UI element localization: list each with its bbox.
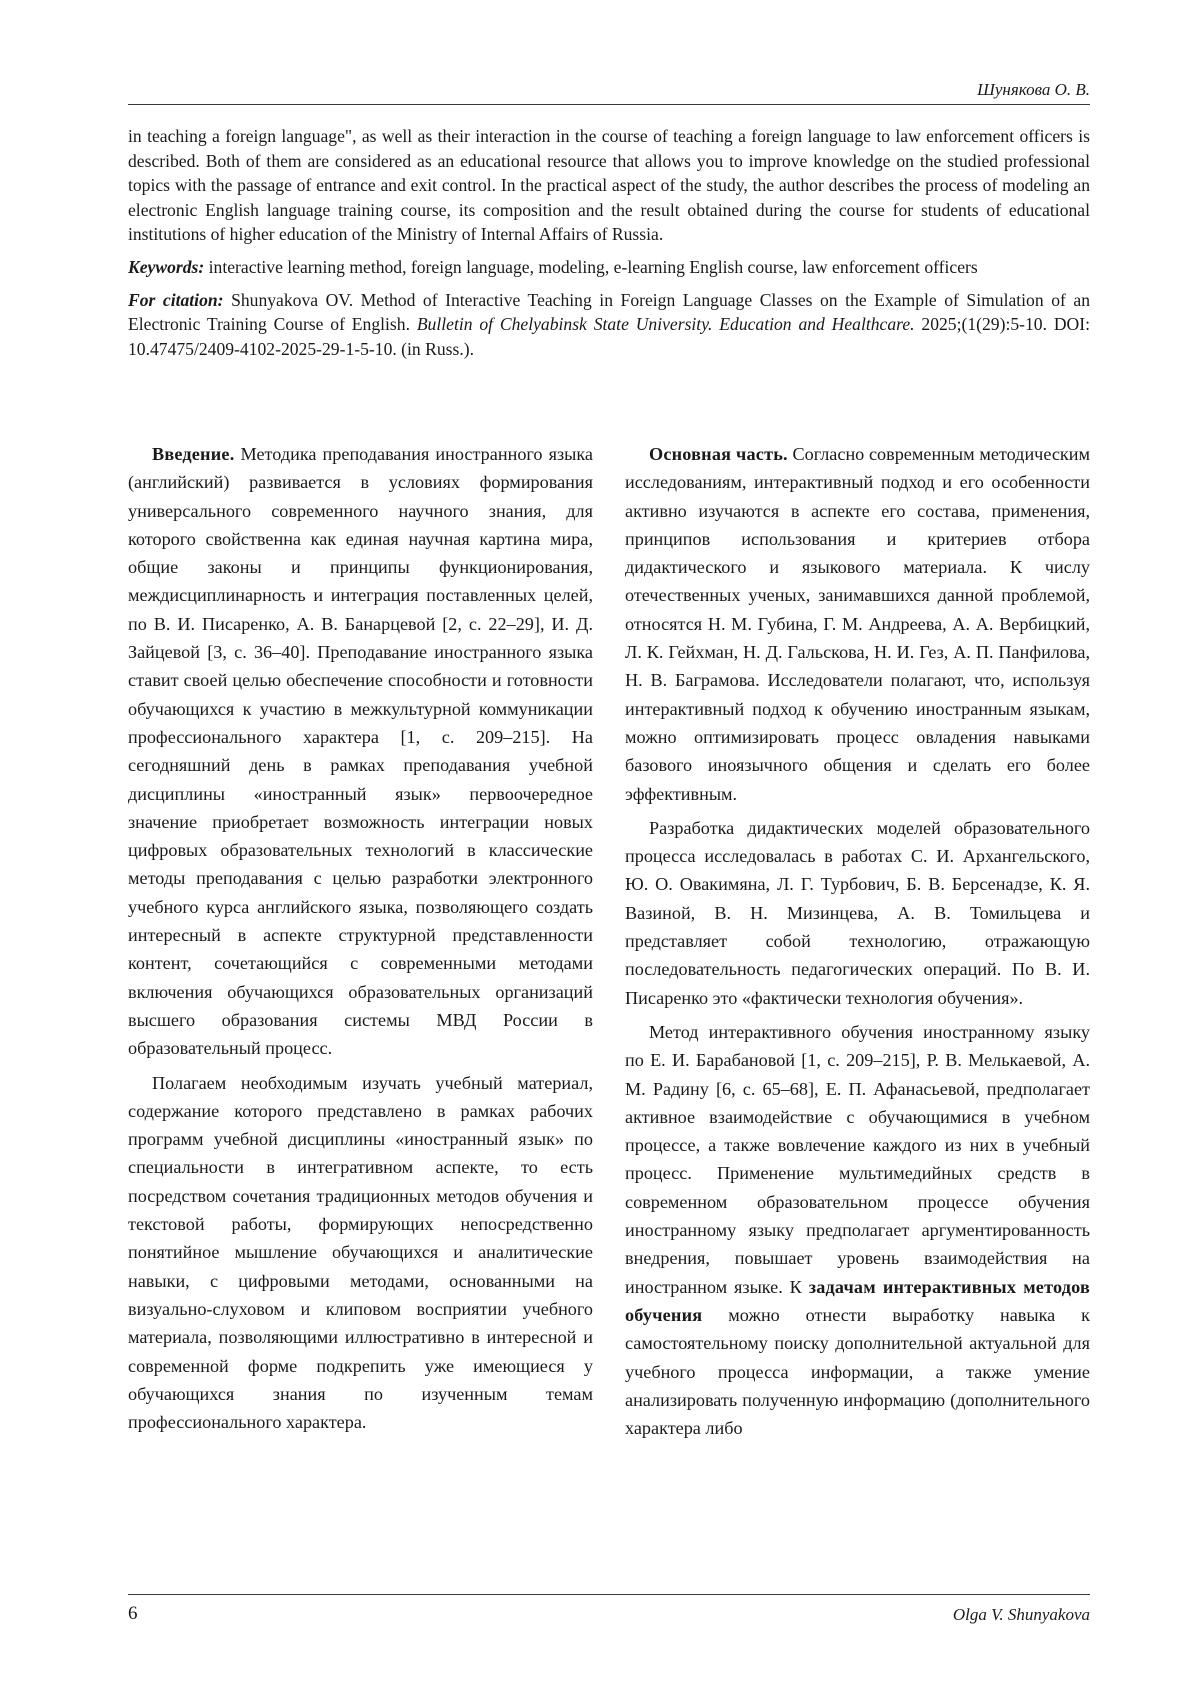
left-column: [128, 440, 593, 1588]
abstract-text: in teaching a foreign language", as well as their interaction in the course of teaching a foreign language to law enforcement officers is described. Both of them are considered as an educational resource that allows you to improve knowledge on the studied professional topics with the passage of entrance and exit control. In the practical aspect of the study, the author describes the process of modeling an electronic English language training course, its composition and the result obtained during the course for students of educational institutions of higher education of the Ministry of Internal Affairs of Russia.: [128, 126, 1090, 245]
main-part-text: Согласно современным методическим исследованиям, интерактивный подход и его особенности активно изучаются в аспекте его состава, применения, принципов использования и критериев отбора дидактического и языкового материала. К числу отечественных ученых, занимавшихся данной проблемой, относятся Н. М. Губина, Г. М. Андреева, А. А. Вербицкий, Л. К. Гейхман, Н. Д. Гальскова, Н. И. Гез, А. П. Панфилова, Н. В. Баграмова. Исследователи полагают, что, используя интерактивный подход к обучению иностранным языкам, можно оптимизировать процесс овладения навыками базового иноязычного общения и сделать его более эффективным.: [625, 444, 1090, 804]
introduction-text: Методика преподавания иностранного языка (английский) развивается в условиях формирования универсального современного научного знания, для которого свойственна как единая научная картина мира, общие законы и принципы функционирования, междисциплинарность и интеграция поставленных целей, по В. И. Писаренко, А. В. Банарцевой [2, с. 22–29], И. Д. Зайцевой [3, с. 36–40]. Преподавание иностранного языка ставит своей целью обеспечение способности и готовности обучающихся к участию в межкультурной коммуникации профессионального характера [1, с. 209–215]. На сегодняшний день в рамках преподавания учебной дисциплины «иностранный язык» первоочередное значение приобретает возможность интеграции новых цифровых образовательных технологий в классические методы преподавания с целью разработки электронного учебного курса английского языка, позволяющего создать интересный в аспекте структурной представленности контент, сочетающийся с современными методами включения обучающихся образовательных организаций высшего образования системы МВД России в образовательный процесс.: [128, 444, 594, 1059]
main-part-paragraph: [625, 440, 1090, 808]
page-number: 6: [128, 1603, 138, 1624]
right-paragraph-3-lead: Метод интерактивного обучения иностранному языку по Е. И. Барабановой [1, с. 209–215], Р. В. Мелькаевой, А. М. Радину [6, с. 65–68], Е. П. Афанасьевой, предполагает активное взаимодействие с обучающимися в учебном процессе, а также вовлечение каждого из них в учебный процесс. Применение мультимедийных средств в современном образовательном процессе обучения иностранному языку предполагает аргументированность внедрения, повышает уровень взаимодействия на иностранном языке. К: [625, 1021, 1090, 1297]
citation-label: For citation:: [128, 289, 224, 310]
citation-paragraph: [128, 288, 1090, 362]
citation-text: Shunyakova OV. Method of Interactive Teaching in Foreign Language Classes on the Example of Simulation of an Electronic Training Course of English.: [128, 289, 1090, 335]
citation-journal: Bulletin of Chelyabinsk State University. Education and Healthcare.: [416, 314, 915, 335]
right-paragraph-2: Разработка дидактических моделей образовательного процесса исследовалась в работах С. И. Архангельского, Ю. О. Овакимяна, Л. Г. Турбович, Б. В. Берсенадзе, К. Я. Вазиной, В. Н. Мизинцева, А. В. Томильцева и представляет собой технологию, отражающую последовательность педагогических операций. По В. И. Писаренко это «фактически технология обучения».: [625, 817, 1090, 1008]
citation-details: 2025;(1(29):5-10. DOI: 10.47475/2409-4102-2025-29-1-5-10. (in Russ.).: [128, 314, 1090, 359]
left-paragraph-2: Полагаем необходимым изучать учебный материал, содержание которого представлено в рамках рабочих программ учебной дисциплины «иностранный язык» по специальности в интегративном аспекте, то есть посредством сочетания традиционных методов обучения и текстовой работы, формирующих непосредственно понятийное мышление обучающихся и аналитические навыки, с цифровыми методами, основанными на визуально-слуховом и клиповом восприятии учебного материала, позволяющими иллюстративно в интересной и современной форме подкрепить уже имеющиеся у обучающихся знания по изученным темам профессионального характера.: [128, 1072, 593, 1433]
journal-page: [128, 0, 1090, 1697]
right-column: [625, 440, 1090, 1588]
tasks-emphasis: задачам интерактивных методов обучения: [625, 1276, 1090, 1325]
abstract-block: [128, 124, 1090, 369]
right-paragraph-3-tail: можно отнести выработку навыка к самостоятельному поиску дополнительной актуальной для учебного процесса информации, а также умение анализировать полученную информацию (дополнительного характера либо: [625, 1304, 1090, 1439]
running-head-author: Шунякова О. В.: [977, 80, 1090, 99]
running-foot-author: Olga V. Shunyakova: [952, 1605, 1090, 1624]
body-columns: [128, 440, 1090, 1588]
main-part-heading: Основная часть.: [649, 444, 788, 464]
introduction-heading: Введение.: [152, 444, 235, 464]
introduction-paragraph: [128, 440, 593, 1063]
keywords-label: Keywords:: [128, 256, 205, 277]
right-paragraph-3: [625, 1018, 1090, 1442]
header-divider: [128, 104, 1090, 105]
footer-divider: [128, 1594, 1090, 1595]
keywords-paragraph: [128, 255, 1090, 280]
keywords-text: interactive learning method, foreign language, modeling, e-learning English course, law enforcement officers: [208, 256, 978, 277]
